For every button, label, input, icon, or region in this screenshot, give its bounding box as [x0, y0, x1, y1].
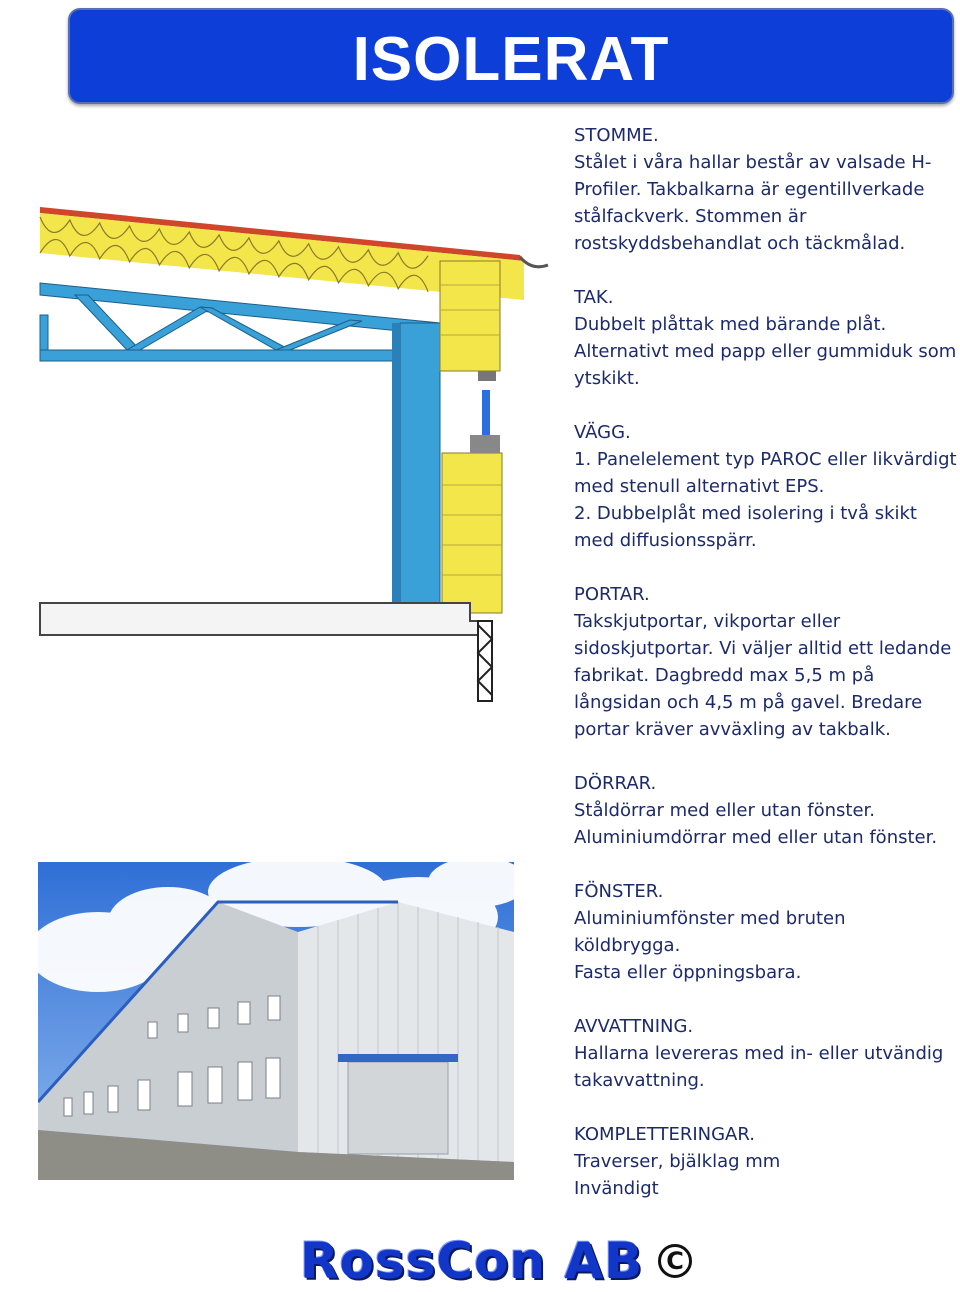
- building-photo: [38, 862, 514, 1180]
- section-heading: DÖRRAR.: [574, 773, 657, 794]
- company-logo: [300, 1232, 720, 1292]
- section-heading: STOMME.: [574, 125, 659, 146]
- section-avvattning: AVVATTNING. Hallarna levereras med in- eller utvändig takavvattning.: [574, 1013, 960, 1094]
- title-banner: [68, 8, 954, 104]
- section-portar: PORTAR. Takskjutportar, vikportar eller sidoskjutportar. Vi väljer alltid ett ledande fabrikat. Dagbredd max 5,5 m på långsidan och 4,5 m på gavel. Bredare portar kräver avväxling av takbalk.: [574, 581, 960, 743]
- building-section-diagram: [0, 195, 570, 715]
- section-dorrar: DÖRRAR. Ståldörrar med eller utan fönster. Aluminiumdörrar med eller utan fönster.: [574, 770, 960, 851]
- section-kompletteringar: KOMPLETTERINGAR. Traverser, bjälklag mm Invändigt: [574, 1121, 960, 1202]
- section-heading: AVVATTNING.: [574, 1016, 694, 1037]
- section-heading: KOMPLETTERINGAR.: [574, 1124, 755, 1145]
- brand-name: RossCon AB: [300, 1232, 644, 1290]
- section-vagg: VÄGG. 1. Panelelement typ PAROC eller likvärdigt med stenull alternativt EPS. 2. Dubbelplåt med isolering i två skikt med diffusionsspärr.: [574, 419, 960, 554]
- section-heading: VÄGG.: [574, 422, 631, 443]
- section-heading: FÖNSTER.: [574, 881, 664, 902]
- section-heading: TAK.: [574, 287, 614, 308]
- section-tak: TAK. Dubbelt plåttak med bärande plåt. Alternativt med papp eller gummiduk som ytskikt.: [574, 284, 960, 392]
- section-heading: PORTAR.: [574, 584, 650, 605]
- specification-text: [574, 122, 960, 1229]
- page-title: ISOLERAT: [352, 25, 670, 94]
- section-fonster: FÖNSTER. Aluminiumfönster med bruten köldbrygga. Fasta eller öppningsbara.: [574, 878, 960, 986]
- copyright-icon: C: [658, 1244, 692, 1278]
- section-stomme: STOMME. Stålet i våra hallar består av valsade H- Profiler. Takbalkarna är egentillverkade stålfackverk. Stommen är rostskyddsbehandlat och täckmålad.: [574, 122, 960, 257]
